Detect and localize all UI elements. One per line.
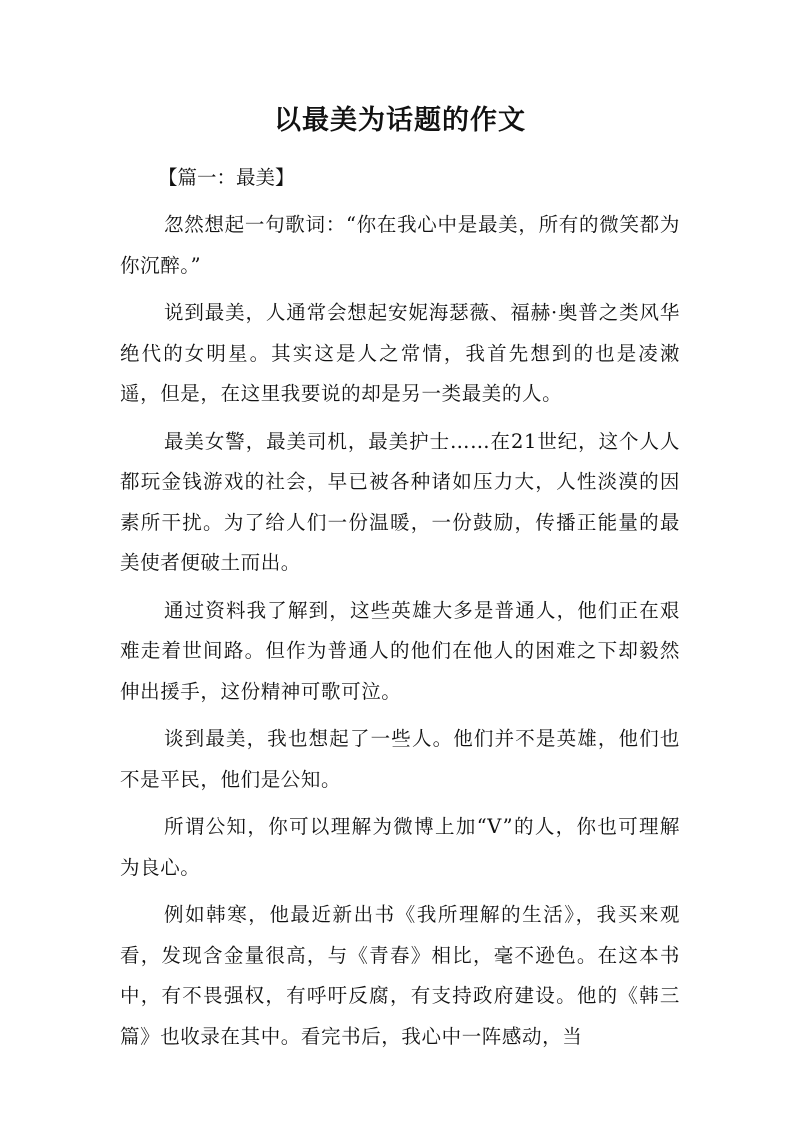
paragraph-5: 谈到最美，我也想起了一些人。他们并不是英雄，他们也不是平民，他们是公知。 — [120, 727, 680, 791]
paragraph-1: 忽然想起一句歌词：“你在我心中是最美，所有的微笑都为你沉醉。” — [120, 213, 680, 277]
section-heading: 【篇一：最美】 — [158, 166, 295, 189]
paragraph-6: 所谓公知，你可以理解为微博上加“V”的人，你也可理解为良心。 — [120, 815, 680, 879]
paragraph-3: 最美女警，最美司机，最美护士……在21世纪，这个人人都玩金钱游戏的社会，早已被各种诸如压力大，人性淡漠的因素所干扰。为了给人们一份温暖，一份鼓励，传播正能量的最美使者便破土而出。 — [120, 429, 680, 574]
paragraph-7: 例如韩寒，他最近新出书《我所理解的生活》，我买来观看，发现含金量很高，与《青春》相比，毫不逊色。在这本书中，有不畏强权，有呼吁反腐，有支持政府建设。他的《韩三篇》也收录在其中。看完书后，我心中一阵感动，当 — [120, 903, 680, 1048]
document-title: 以最美为话题的作文 — [274, 105, 526, 136]
document-page — [120, 92, 680, 1057]
paragraph-2: 说到最美，人通常会想起安妮海瑟薇、福赫·奥普之类风华绝代的女明星。其实这是人之常情，我首先想到的也是凌潄遥，但是，在这里我要说的却是另一类最美的人。 — [120, 301, 680, 405]
paragraph-4: 通过资料我了解到，这些英雄大多是普通人，他们正在艰难走着世间路。但作为普通人的他们在他人的困难之下却毅然伸出援手，这份精神可歌可泣。 — [120, 598, 680, 703]
